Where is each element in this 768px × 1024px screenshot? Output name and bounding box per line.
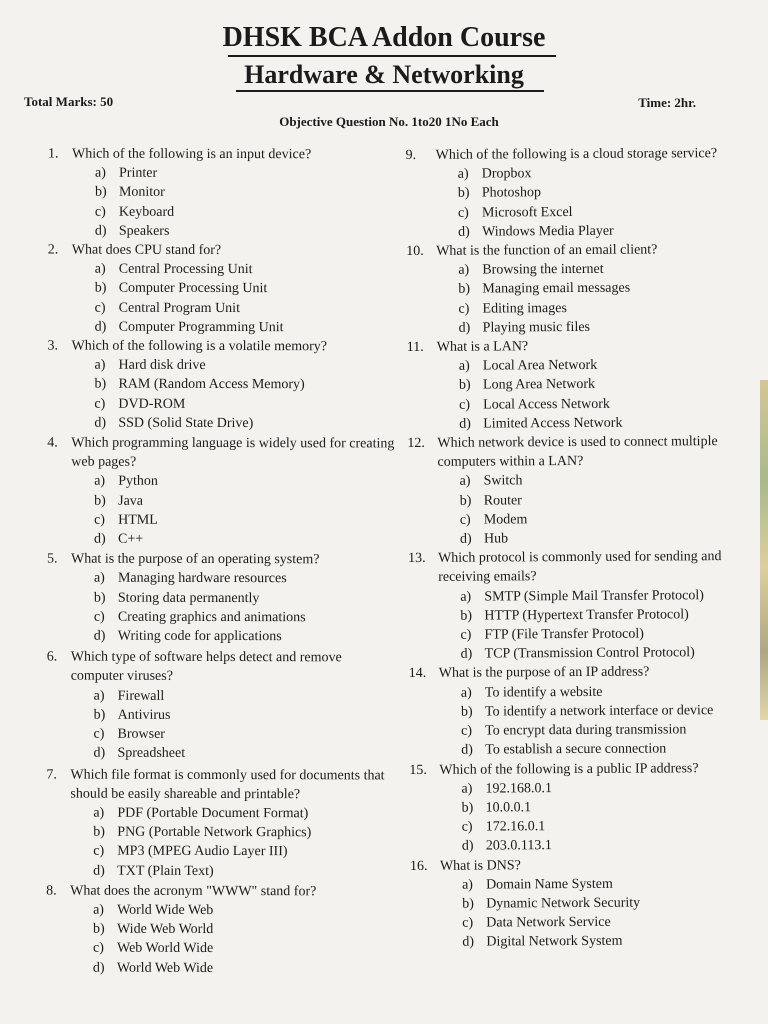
exam-time: Time: 2hr. [638, 95, 696, 110]
question-number: 8. [46, 883, 57, 899]
page-edge-background [760, 380, 768, 720]
question-text: Which of the following is a public IP address? [439, 760, 699, 778]
option-letter: b) [458, 282, 471, 298]
question-5 [47, 550, 397, 570]
question-text: What is a LAN? [436, 339, 529, 355]
option-text: Local Access Network [483, 396, 610, 413]
option-letter: d) [92, 960, 105, 976]
answer-option [408, 528, 738, 549]
question-text: What does the acronym "WWW" stand for? [70, 883, 317, 899]
option-text: Firewall [117, 688, 165, 704]
option-text: Data Network Service [486, 914, 611, 931]
answer-option [47, 356, 397, 376]
option-letter: c) [94, 396, 106, 412]
option-text: World Web Wide [116, 960, 214, 976]
option-letter: c) [461, 723, 473, 739]
option-text: MP3 (MPEG Audio Layer III) [117, 844, 288, 860]
question-16 [410, 855, 740, 876]
questions-left-column [46, 145, 398, 979]
option-letter: d) [462, 934, 475, 951]
option-text: PNG (Portable Network Graphics) [117, 824, 312, 841]
answer-option [47, 510, 397, 530]
option-text: Computer Processing Unit [118, 281, 268, 297]
option-letter: d) [94, 223, 107, 239]
option-text: Windows Media Player [482, 223, 614, 240]
document-subtitle: Hardware & Networking [244, 60, 524, 89]
answer-option [48, 317, 398, 337]
answer-option [46, 939, 396, 959]
answer-option [408, 624, 738, 645]
answer-option [46, 744, 396, 764]
option-text: Writing code for applications [117, 628, 282, 645]
option-text: To identify a website [484, 684, 603, 701]
option-letter: d) [94, 319, 107, 335]
answer-option [46, 803, 396, 823]
question-4 [47, 434, 397, 473]
answer-option [407, 374, 737, 395]
option-text: Long Area Network [482, 377, 596, 393]
question-7 [46, 765, 396, 804]
question-text: Which network device is used to connect multiple computers within a LAN? [437, 434, 718, 471]
answer-option [407, 355, 737, 376]
answer-option [46, 823, 396, 843]
question-number: 11. [406, 339, 424, 356]
option-letter: a) [94, 261, 106, 277]
option-text: Playing music files [482, 319, 591, 336]
option-letter: a) [94, 474, 106, 490]
question-text: Which of the following is a volatile memory? [71, 338, 328, 355]
answer-option [48, 164, 398, 184]
option-letter: a) [460, 589, 472, 605]
option-letter: a) [458, 262, 470, 278]
option-letter: a) [458, 358, 470, 374]
answer-option [47, 725, 397, 745]
question-11 [407, 336, 737, 357]
option-letter: c) [92, 940, 104, 957]
answer-option [408, 605, 738, 626]
option-text: Browser [117, 726, 166, 742]
option-letter: a) [457, 166, 469, 182]
question-number: 7. [46, 767, 57, 783]
subtitle-underline [236, 90, 544, 92]
question-15 [409, 758, 739, 779]
answer-option [406, 163, 736, 184]
option-text: To identify a network interface or device [484, 703, 714, 720]
answer-option [410, 816, 740, 837]
option-text: Digital Network System [486, 934, 623, 950]
answer-option [46, 920, 396, 940]
option-text: Wide Web World [117, 921, 214, 938]
option-text: TXT (Plain Text) [117, 863, 214, 879]
answer-option [410, 835, 740, 856]
option-text: Hard disk drive [118, 357, 206, 374]
answer-option [47, 627, 397, 647]
option-letter: c) [94, 300, 106, 316]
answer-option [409, 739, 739, 760]
answer-option [409, 720, 739, 741]
answer-option [406, 298, 736, 319]
option-text: Hub [483, 531, 509, 547]
answer-option [406, 221, 736, 242]
option-text: Spreadsheet [117, 746, 186, 762]
option-letter: d) [458, 320, 471, 336]
question-text: Which of the following is an input device? [72, 146, 312, 163]
question-number: 10. [406, 243, 424, 260]
question-number: 9. [405, 147, 417, 164]
option-letter: d) [94, 415, 107, 431]
option-letter: a) [93, 805, 105, 821]
option-text: FTP (File Transfer Protocol) [484, 626, 644, 643]
option-text: Printer [118, 165, 158, 182]
questions-right-column [406, 144, 741, 953]
total-marks: Total Marks: 50 [24, 94, 114, 109]
answer-option [48, 202, 398, 222]
option-text: 192.168.0.1 [485, 780, 553, 797]
answer-option [47, 375, 397, 395]
answer-option [407, 317, 737, 338]
answer-option [410, 931, 740, 952]
answer-option [47, 705, 397, 725]
option-text: Photoshop [481, 185, 542, 201]
option-letter: b) [457, 186, 470, 202]
option-letter: b) [94, 377, 107, 393]
answer-option [410, 893, 740, 914]
option-text: Switch [483, 473, 523, 489]
option-text: Editing images [482, 300, 567, 317]
question-text: Which type of software helps detect and remove computer viruses? [70, 649, 342, 685]
option-letter: b) [94, 493, 106, 509]
answer-option [47, 607, 397, 627]
option-letter: a) [93, 688, 105, 704]
question-text: What is the purpose of an operating system? [70, 551, 320, 568]
option-text: Central Processing Unit [118, 261, 253, 278]
question-12 [407, 432, 737, 472]
option-text: SSD (Solid State Drive) [118, 415, 254, 431]
answer-option [409, 701, 739, 722]
question-2 [48, 241, 398, 261]
answer-option [48, 279, 398, 299]
option-letter: d) [460, 646, 473, 662]
answer-option [46, 842, 396, 862]
option-letter: b) [462, 896, 474, 912]
answer-option [408, 470, 738, 491]
option-text: To establish a secure connection [485, 741, 667, 758]
option-text: PDF (Portable Document Format) [117, 805, 309, 822]
answer-option [410, 874, 740, 895]
question-number: 2. [47, 242, 59, 258]
option-letter: c) [459, 512, 471, 528]
answer-option [406, 278, 736, 299]
option-text: Central Program Unit [118, 300, 240, 316]
option-text: Local Area Network [482, 358, 598, 374]
question-9 [406, 144, 736, 165]
answer-option [406, 182, 736, 203]
answer-option [47, 394, 397, 414]
answer-option [407, 413, 737, 434]
question-text: What is the purpose of an IP address? [438, 665, 650, 682]
option-text: Dropbox [481, 166, 532, 182]
option-text: Limited Access Network [483, 415, 623, 432]
answer-option [47, 491, 397, 511]
option-letter: c) [460, 627, 472, 643]
option-text: 203.0.113.1 [485, 838, 552, 854]
answer-option [48, 183, 398, 203]
question-number: 15. [409, 762, 427, 778]
option-letter: b) [93, 590, 106, 606]
document-title: DHSK BCA Addon Course [222, 22, 546, 53]
option-text: Microsoft Excel [481, 204, 573, 221]
option-letter: c) [94, 204, 106, 220]
answer-option [408, 586, 738, 607]
option-text: Java [118, 493, 144, 509]
option-text: To encrypt data during transmission [485, 722, 687, 739]
answer-option [407, 394, 737, 415]
answer-option [48, 221, 398, 241]
option-text: Monitor [118, 185, 165, 201]
answer-option [47, 686, 397, 706]
option-text: Managing email messages [482, 281, 631, 297]
option-letter: a) [94, 357, 106, 373]
answer-option [47, 413, 397, 433]
section-instructions: Objective Question No. 1to20 1No Each [279, 114, 499, 129]
option-text: Keyboard [118, 204, 175, 220]
answer-option [47, 588, 397, 608]
question-number: 13. [408, 551, 426, 567]
answer-option [47, 472, 397, 492]
option-letter: b) [93, 824, 105, 840]
question-text: What is DNS? [439, 857, 521, 874]
answer-option [409, 643, 739, 664]
option-text: Managing hardware resources [117, 571, 287, 587]
option-text: Web World Wide [116, 941, 214, 957]
option-text: World Wide Web [117, 902, 214, 918]
question-number: 12. [407, 435, 425, 452]
answer-option [46, 958, 396, 978]
question-number: 1. [48, 146, 59, 162]
option-text: Domain Name System [486, 876, 613, 893]
option-text: Creating graphics and animations [117, 609, 306, 626]
question-text: What is the function of an email client? [436, 242, 658, 259]
option-text: Computer Programming Unit [118, 319, 284, 335]
answer-option [46, 900, 396, 920]
option-letter: b) [458, 378, 471, 394]
question-13 [408, 547, 738, 587]
option-letter: d) [93, 628, 106, 644]
option-letter: d) [94, 531, 106, 547]
option-letter: d) [93, 745, 106, 761]
question-6 [47, 648, 397, 687]
option-text: HTML [118, 512, 158, 528]
option-letter: c) [458, 301, 470, 317]
option-text: Speakers [118, 223, 170, 239]
question-number: 5. [46, 551, 58, 567]
option-text: 172.16.0.1 [485, 819, 546, 835]
question-text: What does CPU stand for? [71, 242, 222, 259]
answer-option [410, 797, 740, 818]
answer-option [409, 682, 739, 703]
title-underline [228, 55, 556, 57]
option-text: RAM (Random Access Memory) [118, 377, 305, 393]
question-text: Which protocol is commonly used for sending and receiving emails? [438, 549, 722, 586]
question-number: 3. [47, 338, 59, 354]
question-10 [406, 240, 736, 261]
option-letter: c) [93, 609, 105, 625]
option-letter: b) [93, 921, 105, 937]
option-letter: d) [459, 531, 472, 547]
option-letter: b) [460, 608, 473, 624]
option-letter: c) [457, 205, 469, 221]
option-letter: d) [459, 416, 471, 432]
option-text: TCP (Transmission Control Protocol) [484, 645, 695, 662]
option-letter: c) [93, 843, 105, 860]
option-letter: a) [93, 902, 104, 918]
option-text: HTTP (Hypertext Transfer Protocol) [484, 607, 689, 624]
option-letter: c) [462, 915, 474, 931]
question-text: Which programming language is widely used for creating web pages? [71, 435, 395, 471]
option-letter: a) [460, 685, 472, 701]
option-letter: c) [93, 726, 105, 742]
option-text: Dynamic Network Security [486, 895, 641, 912]
option-letter: d) [458, 224, 470, 240]
option-letter: a) [462, 877, 473, 893]
option-text: 10.0.0.1 [485, 800, 532, 816]
answer-option [409, 778, 739, 799]
option-letter: b) [459, 493, 472, 509]
option-letter: b) [93, 707, 106, 723]
question-8 [46, 881, 396, 901]
option-text: Python [118, 474, 158, 490]
option-text: Modem [483, 512, 528, 528]
answer-option [406, 259, 736, 280]
answer-option [410, 912, 740, 933]
question-number: 6. [46, 649, 58, 665]
answer-option [48, 260, 398, 280]
option-letter: a) [94, 165, 106, 181]
option-letter: a) [93, 571, 105, 587]
question-text: Which of the following is a cloud storage service? [435, 146, 718, 163]
option-letter: b) [460, 704, 473, 720]
option-text: DVD-ROM [118, 396, 186, 412]
option-letter: c) [94, 512, 106, 528]
option-letter: d) [93, 863, 105, 879]
answer-option [47, 530, 397, 550]
option-letter: b) [461, 800, 474, 816]
question-text: Which file format is commonly used for documents that should be easily shareable and printable? [70, 767, 385, 802]
question-number: 14. [408, 666, 427, 682]
answer-option [406, 202, 736, 223]
option-text: C++ [118, 531, 144, 547]
answer-option [408, 509, 738, 530]
option-text: Antivirus [117, 707, 171, 723]
answer-option [46, 861, 396, 881]
option-text: Browsing the internet [482, 262, 604, 278]
option-letter: b) [94, 281, 107, 297]
option-letter: c) [459, 397, 471, 413]
option-letter: a) [459, 474, 471, 490]
option-letter: b) [94, 185, 107, 201]
option-letter: d) [461, 838, 474, 854]
question-1 [48, 145, 398, 165]
option-text: SMTP (Simple Mail Transfer Protocol) [484, 587, 704, 605]
question-number: 16. [409, 858, 428, 874]
option-text: Storing data permanently [117, 590, 260, 606]
answer-option [47, 569, 397, 589]
option-letter: c) [461, 819, 473, 835]
option-text: Router [483, 492, 522, 509]
option-letter: d) [461, 742, 473, 758]
option-letter: a) [461, 781, 473, 797]
question-3 [48, 337, 398, 357]
question-number: 4. [47, 435, 58, 451]
question-14 [409, 662, 739, 683]
answer-option [408, 490, 738, 511]
answer-option [48, 298, 398, 318]
